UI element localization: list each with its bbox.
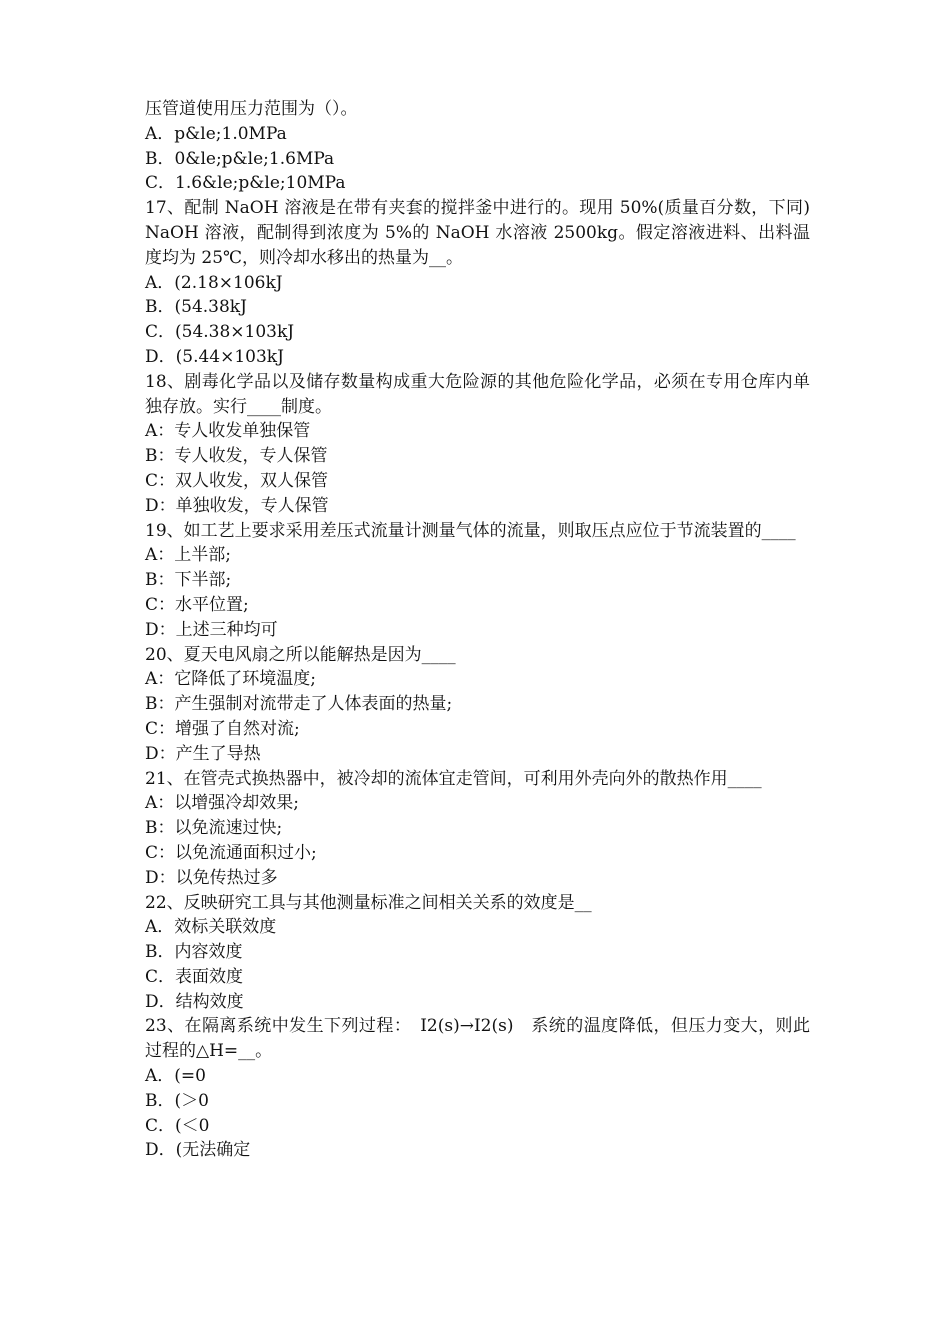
question-text: 19、如工艺上要求采用差压式流量计测量气体的流量，则取压点应位于节流装置的____ <box>145 520 796 541</box>
option-d: D．(无法确定 <box>145 1140 251 1161</box>
option-b: B．内容效度 <box>145 942 243 963</box>
option-b: B．0&le;p&le;1.6MPa <box>145 148 335 169</box>
option-b: B．(＞0 <box>145 1090 209 1111</box>
question-text: 18、剧毒化学品以及储存数量构成重大危险源的其他危险化学品，必须在专用仓库内单独存放。实行____制度。 <box>145 371 810 417</box>
question-17 <box>145 196 810 370</box>
question-21 <box>145 767 810 891</box>
option-c: C：增强了自然对流; <box>145 718 300 739</box>
option-c: C．(＜0 <box>145 1115 210 1136</box>
option-a: A．效标关联效度 <box>145 917 277 938</box>
option-c: C．表面效度 <box>145 966 244 987</box>
question-19 <box>145 519 810 643</box>
question-text: 20、夏天电风扇之所以能解热是因为____ <box>145 644 456 665</box>
question-text: 22、反映研究工具与其他测量标准之间相关关系的效度是__ <box>145 892 592 913</box>
option-c: C：双人收发，双人保管 <box>145 470 329 491</box>
option-a: A．(2.18×106kJ <box>145 272 283 293</box>
option-a: A．p&le;1.0MPa <box>145 123 287 144</box>
question-text: 23、在隔离系统中发生下列过程： I2(s)→I2(s) 系统的温度降低，但压力变大，则此过程的△H=__。 <box>145 1016 810 1062</box>
option-d: D：产生了导热 <box>145 743 261 764</box>
option-b: B：产生强制对流带走了人体表面的热量; <box>145 694 453 715</box>
option-b: B：专人收发，专人保管 <box>145 446 328 467</box>
option-d: D：上述三种均可 <box>145 619 278 640</box>
option-d: D．(5.44×103kJ <box>145 346 284 367</box>
question-continuation-text: 压管道使用压力范围为（）。 <box>145 99 358 119</box>
document-page <box>145 97 810 1163</box>
question-18 <box>145 370 810 519</box>
question-text: 17、配制 NaOH 溶液是在带有夹套的搅拌釜中进行的。现用 50%(质量百分数，下同) NaOH 溶液，配制得到浓度为 5%的 NaOH 水溶液 2500kg。假定溶液进料、出料温度均为 25℃，则冷却水移出的热量为__。 <box>145 198 810 268</box>
option-a: A：以增强冷却效果; <box>145 793 300 814</box>
option-a: A．(=0 <box>145 1066 206 1087</box>
option-a: A：上半部; <box>145 545 232 566</box>
option-d: D：单独收发，专人保管 <box>145 495 329 516</box>
question-22 <box>145 891 810 1015</box>
option-c: C．1.6&le;p&le;10MPa <box>145 173 346 194</box>
option-c: C：以免流通面积过小; <box>145 842 317 863</box>
option-d: D：以免传热过多 <box>145 867 278 888</box>
intro-options <box>145 122 810 196</box>
option-c: C：水平位置; <box>145 594 249 615</box>
question-text: 21、在管壳式换热器中，被冷却的流体宜走管间，可利用外壳向外的散热作用____ <box>145 768 762 789</box>
option-c: C．(54.38×103kJ <box>145 322 295 343</box>
option-a: A：专人收发单独保管 <box>145 421 311 442</box>
question-20 <box>145 643 810 767</box>
option-b: B：以免流速过快; <box>145 818 283 839</box>
option-d: D．结构效度 <box>145 991 244 1012</box>
option-a: A：它降低了环境温度; <box>145 669 317 690</box>
option-b: B：下半部; <box>145 570 232 591</box>
option-b: B．(54.38kJ <box>145 297 247 318</box>
question-23 <box>145 1014 810 1163</box>
